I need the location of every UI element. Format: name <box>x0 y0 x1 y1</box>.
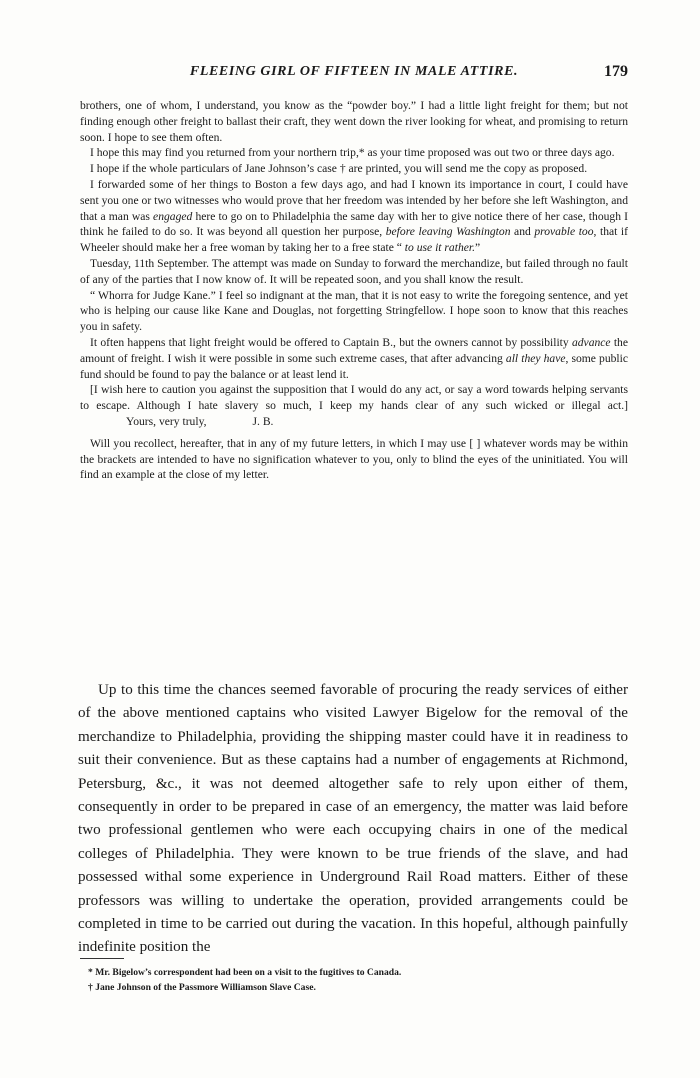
letter-paragraph <box>80 382 628 429</box>
text-run: I forwarded some of her things to Boston a few days ago, and had I known its importance in court, I could have sent you one or two witnesses who would prove that her freedom was intended by her before she left Washington, and that a man was <box>80 177 628 223</box>
letter-paragraph: “ Whorra for Judge Kane.” I feel so indignant at the man, that it is not easy to write the foregoing sentence, and yet who is helping our cause like Kane and Douglas, not forgetting Stringfellow. I hope soon to know that this reaches you in safety. <box>80 288 628 334</box>
letter-paragraph: brothers, one of whom, I understand, you know as the “powder boy.” I had a little light freight for them; but not finding enough other freight to ballast their craft, they went down the river looking for wheat, and promising to return soon. I hope to see them often. <box>80 99 628 144</box>
letter-closing: Yours, very truly, <box>126 414 207 428</box>
body-paragraph: Up to this time the chances seemed favorable of procuring the ready services of either of the above mentioned captains who visited Lawyer Bigelow for the removal of the merchandize to Philadelphia, providing the shipping master could have it in readiness to suit their convenience. But as these captains had a number of engagements at Richmond, Petersburg, &c., it was not deemed altogether safe to rely upon either of them, consequently in order to be prepared in case of an emergency, the matter was laid before two professional gentlemen who were each occupying chairs in one of the medical colleges of Philadelphia. They were known to be true friends of the slave, and had possessed withal some experience in Underground Rail Road matters. Either of these professors was willing to undertake the operation, provided arrangements could be completed in time to be carried out during the vacation. In this hopeful, although painfully indefinite position the <box>78 682 628 956</box>
footnote-divider <box>80 958 124 959</box>
page-header <box>80 64 628 86</box>
emphasis: engaged <box>153 209 193 223</box>
text-run: and <box>510 225 535 239</box>
letter-paragraph: Tuesday, 11th September. The attempt was made on Sunday to forward the merchandize, but failed through no fault of any of the parties that I now know of. It will be repeated soon, and you shall know the result. <box>80 256 628 286</box>
emphasis: to use it rather. <box>401 241 476 255</box>
letter-paragraph <box>80 177 628 256</box>
text-run: , that if Wheeler should make her a free woman by taking her to a free state “ <box>80 225 628 255</box>
page-number: 179 <box>604 63 628 80</box>
narrative-body <box>78 679 628 960</box>
bracketed-text: [I wish here to caution you against the supposition that I would do any act, or say a word towards helping servants to escape. Although I hate slavery so much, I keep my hands clear of any such wicked or illegal act.] <box>80 383 628 413</box>
text-run: It often happens that light freight would be offered to Captain B., but the owners cannot by possibility <box>90 335 572 349</box>
letter-paragraph <box>80 335 628 382</box>
text-run: here to go on to Philadelphia the same day with her to give notice there of her case, though I think he failed to do so. It was beyond all question her purpose, <box>80 209 629 239</box>
emphasis: before leaving Washington <box>385 225 511 239</box>
text-run: ” <box>475 241 481 255</box>
letter-paragraph: I hope if the whole particulars of Jane Johnson’s case † are printed, you will send me the copy as proposed. <box>90 162 588 176</box>
letter-postscript: Will you recollect, hereafter, that in any of my future letters, in which I may use [ ] whatever words may be within the brackets are intended to have no signification whatever to you, only to blind the eyes of the uninitiated. You will find an example at the close of my letter. <box>80 436 628 482</box>
text-run: , some public fund should be found to pay the balance or at least lend it. <box>80 351 629 381</box>
emphasis: provable too <box>534 225 594 239</box>
letter-excerpt <box>80 98 628 483</box>
letter-paragraph: I hope this may find you returned from your northern trip,* as your time proposed was out two or three days ago. <box>90 146 615 160</box>
footnote: * Mr. Bigelow’s correspondent had been on a visit to the fugitives to Canada. <box>88 967 402 978</box>
text-run: the amount of freight. I wish it were possible in some such extreme cases, that after advancing <box>80 335 629 365</box>
running-head: FLEEING GIRL OF FIFTEEN IN MALE ATTIRE. <box>189 64 519 79</box>
footnote: † Jane Johnson of the Passmore Williamson Slave Case. <box>88 982 316 993</box>
emphasis: advance <box>571 335 611 349</box>
emphasis: all they have <box>505 351 566 365</box>
footnotes <box>88 965 628 995</box>
letter-signature: J. B. <box>252 414 274 428</box>
